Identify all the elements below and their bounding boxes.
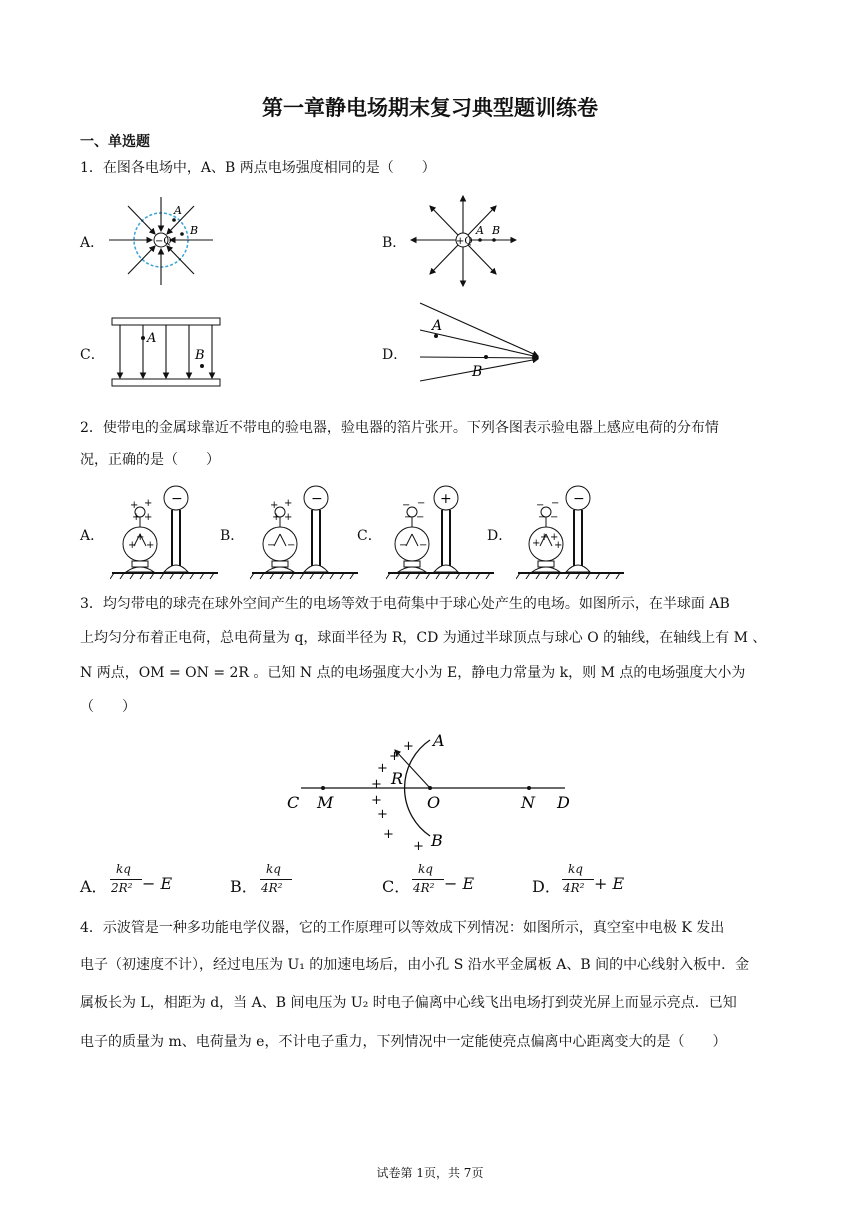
q2-option-b-label: B． [220,528,245,544]
svg-text:D: D [557,793,570,812]
q1-option-b-label: B． [382,235,407,251]
q4-line1: 4．示波管是一种多功能电学仪器，它的工作原理可以等效成下列情况：如图所示，真空室中电极 K 发出 [80,920,725,936]
q2-stem-line2: 况，正确的是（ ） [80,452,220,468]
q1-figure-c [108,316,224,390]
svg-text:+: + [383,827,394,842]
q1-figure-b [408,192,520,292]
svg-text:A: A [433,731,445,750]
q2-stem-line1: 2．使带电的金属球靠近不带电的验电器，验电器的箔片张开。下列各图表示验电器上感应电荷的分布情 [80,420,719,436]
svg-text:−: − [399,540,408,551]
svg-text:+: + [377,761,388,776]
q1-option-d-label: D． [382,347,408,363]
svg-text:+: + [128,540,137,551]
svg-text:+: + [144,512,153,523]
q3-line4: （ ） [80,699,136,715]
svg-text:−: − [538,512,547,523]
svg-text:−: − [419,540,428,551]
q3-figure [285,726,585,854]
q1-option-a-label: A． [80,235,105,251]
point-a-label: A [147,331,157,346]
q2-option-c-label: C． [357,528,382,544]
point-a-label: A [476,224,484,237]
svg-text:+: + [371,777,382,792]
section-heading: 一、单选题 [80,134,150,150]
svg-text:R: R [391,769,404,788]
svg-text:B: B [431,831,443,850]
q4-line4: 电子的质量为 m、电荷量为 e，不计电子重力，下列情况中一定能使亮点偏离中心距离变大的是（ ） [80,1034,727,1050]
ball-charge: − [311,491,323,507]
q4-line3: 属板长为 L，相距为 d，当 A、B 间电压为 U₂ 时电子偏离中心线飞出电场打到荧光屏上而显示亮点．已知 [80,995,737,1011]
svg-text:+: + [284,498,293,509]
ball-charge: − [171,491,183,507]
point-b-label: B [492,224,501,237]
q2-figure-a [110,482,220,584]
q3-line3: N 两点，OM = ON = 2R 。已知 N 点的电场强度大小为 E，静电力常量为 k，则 M 点的电场强度大小为 [80,665,746,681]
point-b-label: B [190,224,199,237]
svg-text:+: + [144,498,153,509]
point-a-label: A [174,204,182,217]
svg-text:+: + [389,749,400,764]
q2-figure-c [386,482,496,584]
charge-label: +Q [456,236,473,247]
svg-text:−: − [417,498,426,509]
svg-text:+: + [284,512,293,523]
point-a-label: A [432,318,443,334]
q2-figure-d [516,482,626,584]
q3-options: A． kq 2R² − E B． kq 4R² C． kq 4R² − E D． kq 4R² + E [80,862,625,896]
q2-option-d-label: D． [487,528,513,544]
svg-text:+: + [270,500,279,511]
q4-line2: 电子（初速度不计），经过电压为 U₁ 的加速电场后，由小孔 S 沿水平金属板 A、B 间的中心线射入板中．金 [80,957,750,973]
q2-option-a-label: A． [80,528,105,544]
page-footer: 试卷第 1页，共 7页 [376,1166,484,1180]
svg-text:+: + [136,532,145,543]
q3-line2: 上均匀分布着正电荷，总电荷量为 q，球面半径为 R，CD 为通过半球顶点与球心 O 的轴线，在轴线上有 M 、 [80,630,767,646]
ball-charge: − [573,491,585,507]
svg-text:+: + [130,500,139,511]
q1-option-c-label: C． [80,347,105,363]
ball-charge: + [440,491,452,507]
q2-figure-b [250,482,360,584]
svg-text:+: + [554,540,563,551]
svg-text:+: + [532,538,541,549]
q1-figure-a [106,192,216,292]
svg-text:M: M [317,793,334,812]
svg-text:+: + [540,532,549,543]
svg-text:−: − [404,512,413,523]
svg-text:O: O [427,793,441,812]
svg-text:−: − [536,500,545,511]
q1-stem: 1．在图各电场中，A、B 两点电场强度相同的是（ ） [80,160,436,176]
svg-text:+: + [403,739,414,754]
svg-text:+: + [146,540,155,551]
q3-line1: 3．均匀带电的球壳在球外空间产生的电场等效于电荷集中于球心处产生的电场。如图所示，在半球面 AB [80,596,730,612]
svg-text:+: + [371,793,382,808]
svg-text:−: − [416,512,425,523]
svg-text:−: − [287,540,296,551]
q1-figure-d [414,300,544,384]
point-b-label: B [472,364,483,380]
svg-text:+: + [550,532,559,543]
svg-text:−: − [550,512,559,523]
svg-text:N: N [521,793,535,812]
point-b-label: B [195,348,205,363]
svg-text:+: + [377,807,388,822]
svg-text:C: C [287,793,300,812]
svg-text:−: − [551,498,560,509]
svg-text:+: + [272,512,281,523]
svg-text:+: + [132,512,141,523]
page-title: 第一章静电场期末复习典型题训练卷 [262,96,598,120]
svg-text:−: − [267,540,276,551]
svg-text:+: + [413,839,424,854]
svg-text:−: − [402,500,411,511]
charge-label: −Q [155,236,172,247]
